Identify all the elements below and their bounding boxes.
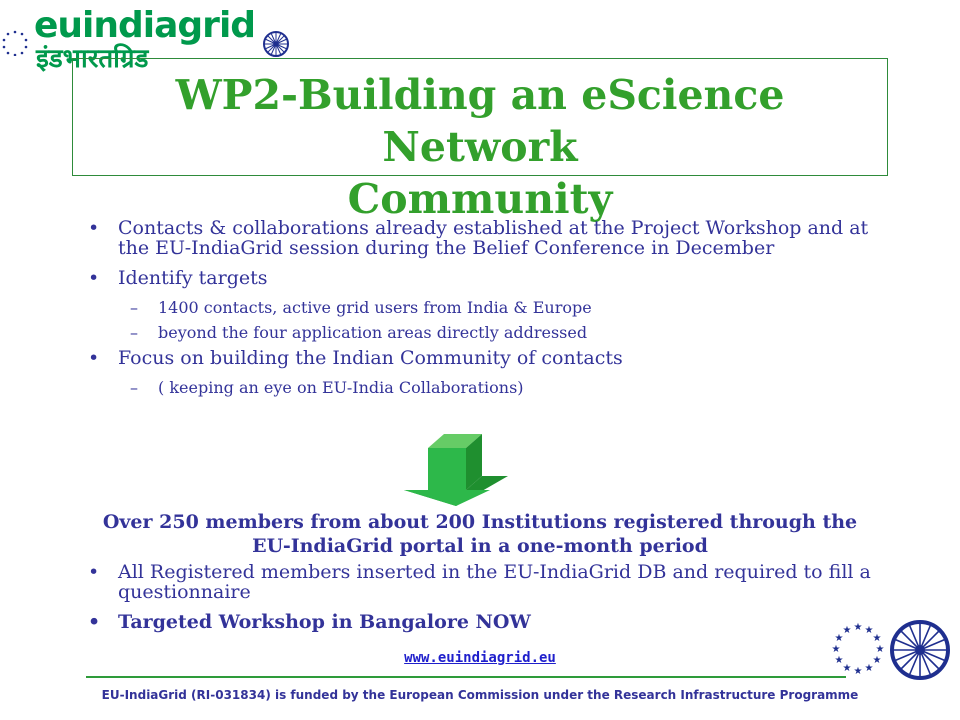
highlight-line-1: Over 250 members from about 200 Institutions registered through the — [102, 511, 858, 533]
title-line-1: WP2-Building an eScience Network — [175, 71, 785, 171]
svg-text:★: ★ — [842, 625, 852, 636]
logo-hindi-wordmark: इंडभारतग्रिड — [36, 44, 149, 74]
svg-text:★: ★ — [853, 666, 863, 677]
bullet-list-2 — [88, 562, 878, 642]
sub-bullet-item: – 1400 contacts, active grid users from India & Europe — [88, 298, 878, 318]
footer-divider — [86, 676, 846, 678]
bullet-item: • All Registered members inserted in the EU-IndiaGrid DB and required to fill a questionnaire — [88, 562, 878, 602]
svg-text:★: ★ — [853, 622, 863, 633]
ashoka-chakra-small-icon — [262, 30, 290, 58]
sub-bullet-item: – ( keeping an eye on EU-India Collaborations) — [88, 378, 878, 398]
eu-stars-icon — [828, 618, 888, 678]
bullet-item: • Identify targets — [88, 268, 878, 288]
bullet-list — [88, 218, 878, 403]
svg-text:★: ★ — [864, 663, 874, 674]
svg-text:★: ★ — [831, 644, 841, 655]
bullet-item: • Contacts & collaborations already established at the Project Workshop and at the EU-IndiaGrid session during the Belief Conference in December — [88, 218, 878, 258]
slide-title — [73, 69, 887, 225]
svg-text:★: ★ — [834, 655, 844, 666]
website-link[interactable]: www.euindiagrid.eu — [404, 650, 556, 666]
svg-text:★: ★ — [872, 655, 882, 666]
svg-text:★: ★ — [872, 633, 882, 644]
svg-text:★: ★ — [834, 633, 844, 644]
dotted-circle-icon — [2, 30, 28, 56]
highlight-text — [60, 510, 900, 558]
logo-wordmark: euindiagrid — [34, 5, 256, 46]
ashoka-chakra-icon — [888, 618, 952, 682]
title-line-2: Community — [347, 175, 613, 223]
svg-text:★: ★ — [864, 625, 874, 636]
sub-bullet-item: – beyond the four application areas directly addressed — [88, 323, 878, 343]
title-box — [72, 58, 888, 223]
bullet-item-bold: • Targeted Workshop in Bangalore NOW — [88, 612, 878, 632]
svg-text:★: ★ — [842, 663, 852, 674]
highlight-line-2: EU-IndiaGrid portal in a one-month period — [252, 535, 708, 557]
down-arrow-icon — [404, 434, 508, 506]
svg-text:★: ★ — [875, 644, 885, 655]
footer-text: EU-IndiaGrid (RI-031834) is funded by the European Commission under the Research Infrastructure Programme — [101, 688, 859, 702]
bullet-item: • Focus on building the Indian Community of contacts — [88, 348, 878, 368]
